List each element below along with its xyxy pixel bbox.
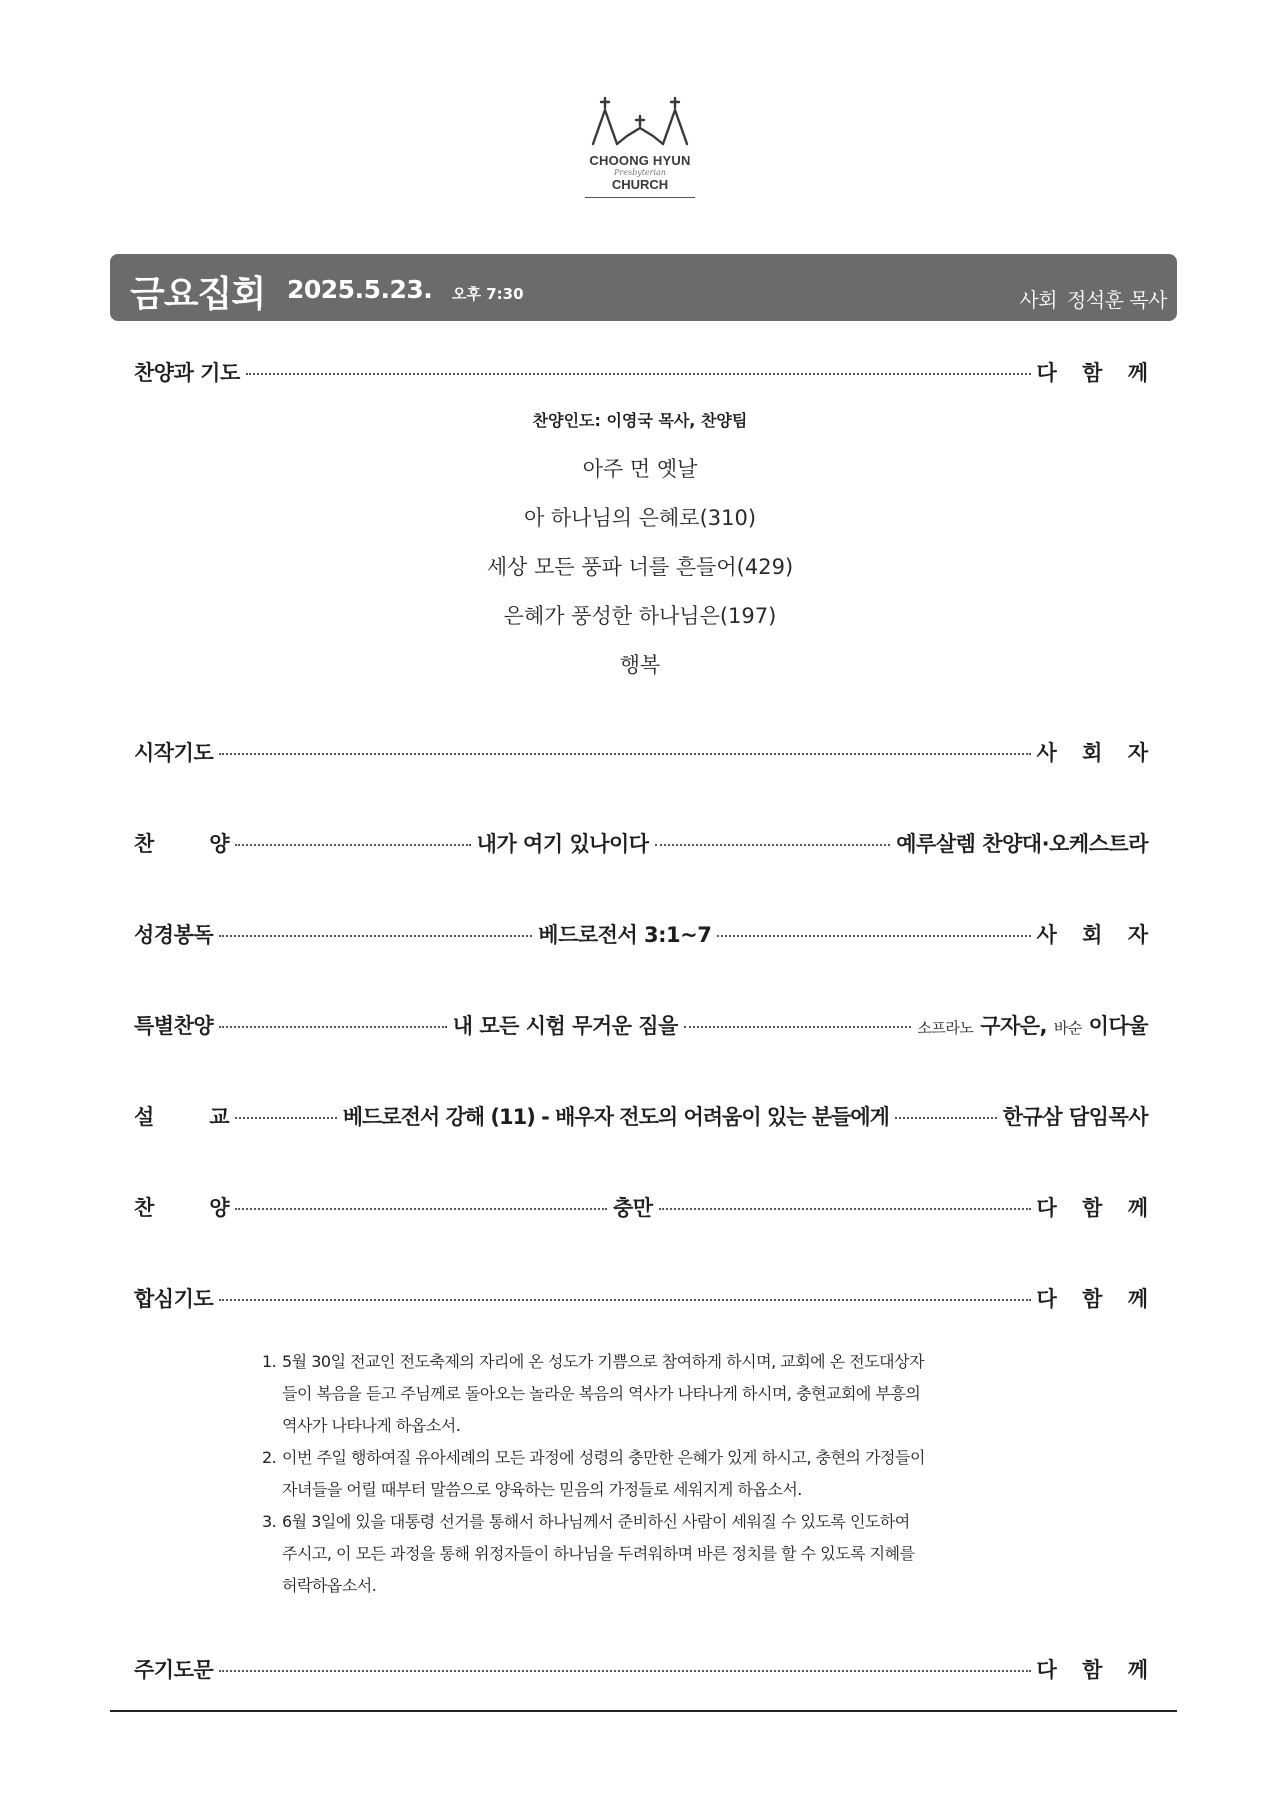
sermon-title: 베드로전서 강해 (11) - 배우자 전도의 어려움이 있는 분들에게 (342, 1105, 889, 1129)
dotted-leader (655, 844, 891, 846)
logo-subtitle: Presbyterian (614, 168, 666, 177)
dotted-leader (219, 935, 532, 937)
order-row-scripture-reading (134, 916, 1157, 952)
dotted-leader (684, 1026, 912, 1028)
prayer-list (262, 1346, 1042, 1602)
order-row-hymn (134, 1189, 1157, 1225)
order-label: 성경봉독 (134, 923, 214, 947)
order-item-title: 내가 여기 있나이다 (476, 832, 649, 856)
logo-divider (585, 197, 695, 198)
order-performer: 예루살렘 찬양대·오케스트라 (896, 832, 1148, 856)
order-row-lords-prayer (134, 1651, 1157, 1687)
order-row-opening-prayer (134, 734, 1157, 770)
dotted-leader (219, 753, 1030, 755)
dotted-leader (235, 1208, 607, 1210)
order-item-title: 베드로전서 3:1~7 (538, 923, 712, 947)
order-label: 찬 양 (134, 832, 229, 856)
praise-song: 아주 먼 옛날 (582, 457, 698, 481)
praise-song: 세상 모든 풍파 너를 흔들어(429) (486, 555, 794, 579)
order-performer: 다 함 께 (1036, 1658, 1157, 1682)
order-row-united-prayer (134, 1280, 1157, 1316)
order-performer: 소프라노 구자은, 바순 이다울 (917, 1014, 1149, 1038)
dotted-leader (895, 1117, 997, 1119)
order-row-choir-anthem (134, 825, 1148, 861)
dotted-leader (219, 1026, 447, 1028)
logo-church-name: CHOONG HYUN (589, 153, 691, 168)
order-label: 특별찬양 (134, 1014, 214, 1038)
order-label: 찬 양 (134, 1196, 229, 1220)
order-performer: 다 함 께 (1036, 1196, 1157, 1220)
order-performer: 한규삼 담임목사 (1002, 1105, 1149, 1129)
order-label: 시작기도 (134, 741, 214, 765)
order-performer: 다 함 께 (1036, 1287, 1157, 1311)
church-steeples-icon (585, 92, 695, 148)
leader-name: 정석훈 목사 (1067, 288, 1167, 312)
service-leader (1019, 284, 1167, 313)
order-performer: 사 회 자 (1036, 741, 1157, 765)
prayer-item: 2. 이번 주일 행하여질 유아세례의 모든 과정에 성령의 충만한 은혜가 있게 하시고, 충현의 가정들이 자녀들을 어릴 때부터 말씀으로 양육하는 믿음의 가정들로 세워지게 하옵소서. (262, 1448, 925, 1499)
dotted-leader (235, 844, 471, 846)
dotted-leader (235, 1117, 337, 1119)
order-performer: 사 회 자 (1036, 923, 1157, 947)
order-label: 합심기도 (134, 1287, 214, 1311)
order-label: 찬양과 기도 (134, 361, 240, 385)
logo-church-word: CHURCH (611, 177, 669, 192)
prayer-item: 1. 5월 30일 전교인 전도축제의 자리에 온 성도가 기쁨으로 참여하게 하시며, 교회에 온 전도대상자 들이 복음을 듣고 주님께로 돌아오는 놀라운 복음의 역사가 나타나게 하시며, 충현교회에 부흥의 역사가 나타나게 하옵소서. (262, 1352, 925, 1435)
dotted-leader (219, 1670, 1030, 1672)
order-row-sermon (134, 1098, 1148, 1134)
service-time: 오후 7:30 (452, 285, 524, 303)
order-performer: 다 함 께 (1036, 361, 1157, 385)
praise-leader-text: 찬양인도: 이영국 목사, 찬양팀 (532, 411, 748, 430)
leader-role: 사회 (1019, 288, 1058, 312)
dotted-leader (717, 935, 1030, 937)
dotted-leader (246, 373, 1031, 375)
order-row-special-music (134, 1007, 1148, 1043)
praise-song: 아 하나님의 은혜로(310) (523, 506, 757, 530)
prayer-item: 3. 6월 3일에 있을 대통령 선거를 통해서 하나님께서 준비하신 사람이 세워질 수 있도록 인도하여 주시고, 이 모든 과정을 통해 위정자들이 하나님을 두려워하며 바른 정치를 할 수 있도록 지혜를 허락하옵소서. (262, 1512, 915, 1595)
bottom-divider (110, 1710, 1177, 1712)
dotted-leader (219, 1299, 1030, 1301)
service-date: 2025.5.23. (287, 275, 433, 304)
praise-song: 은혜가 풍성한 하나님은(197) (503, 604, 777, 628)
service-title: 금요집회 (130, 274, 266, 315)
church-logo (580, 92, 700, 198)
order-label: 설 교 (134, 1105, 229, 1129)
order-item-title: 내 모든 시험 무거운 짐을 (452, 1014, 678, 1038)
order-item-title: 충만 (612, 1196, 653, 1220)
praise-song: 행복 (619, 653, 661, 677)
service-header-bar (110, 254, 1177, 321)
dotted-leader (659, 1208, 1031, 1210)
order-label: 주기도문 (134, 1658, 214, 1682)
order-row-praise-and-prayer (134, 354, 1157, 390)
